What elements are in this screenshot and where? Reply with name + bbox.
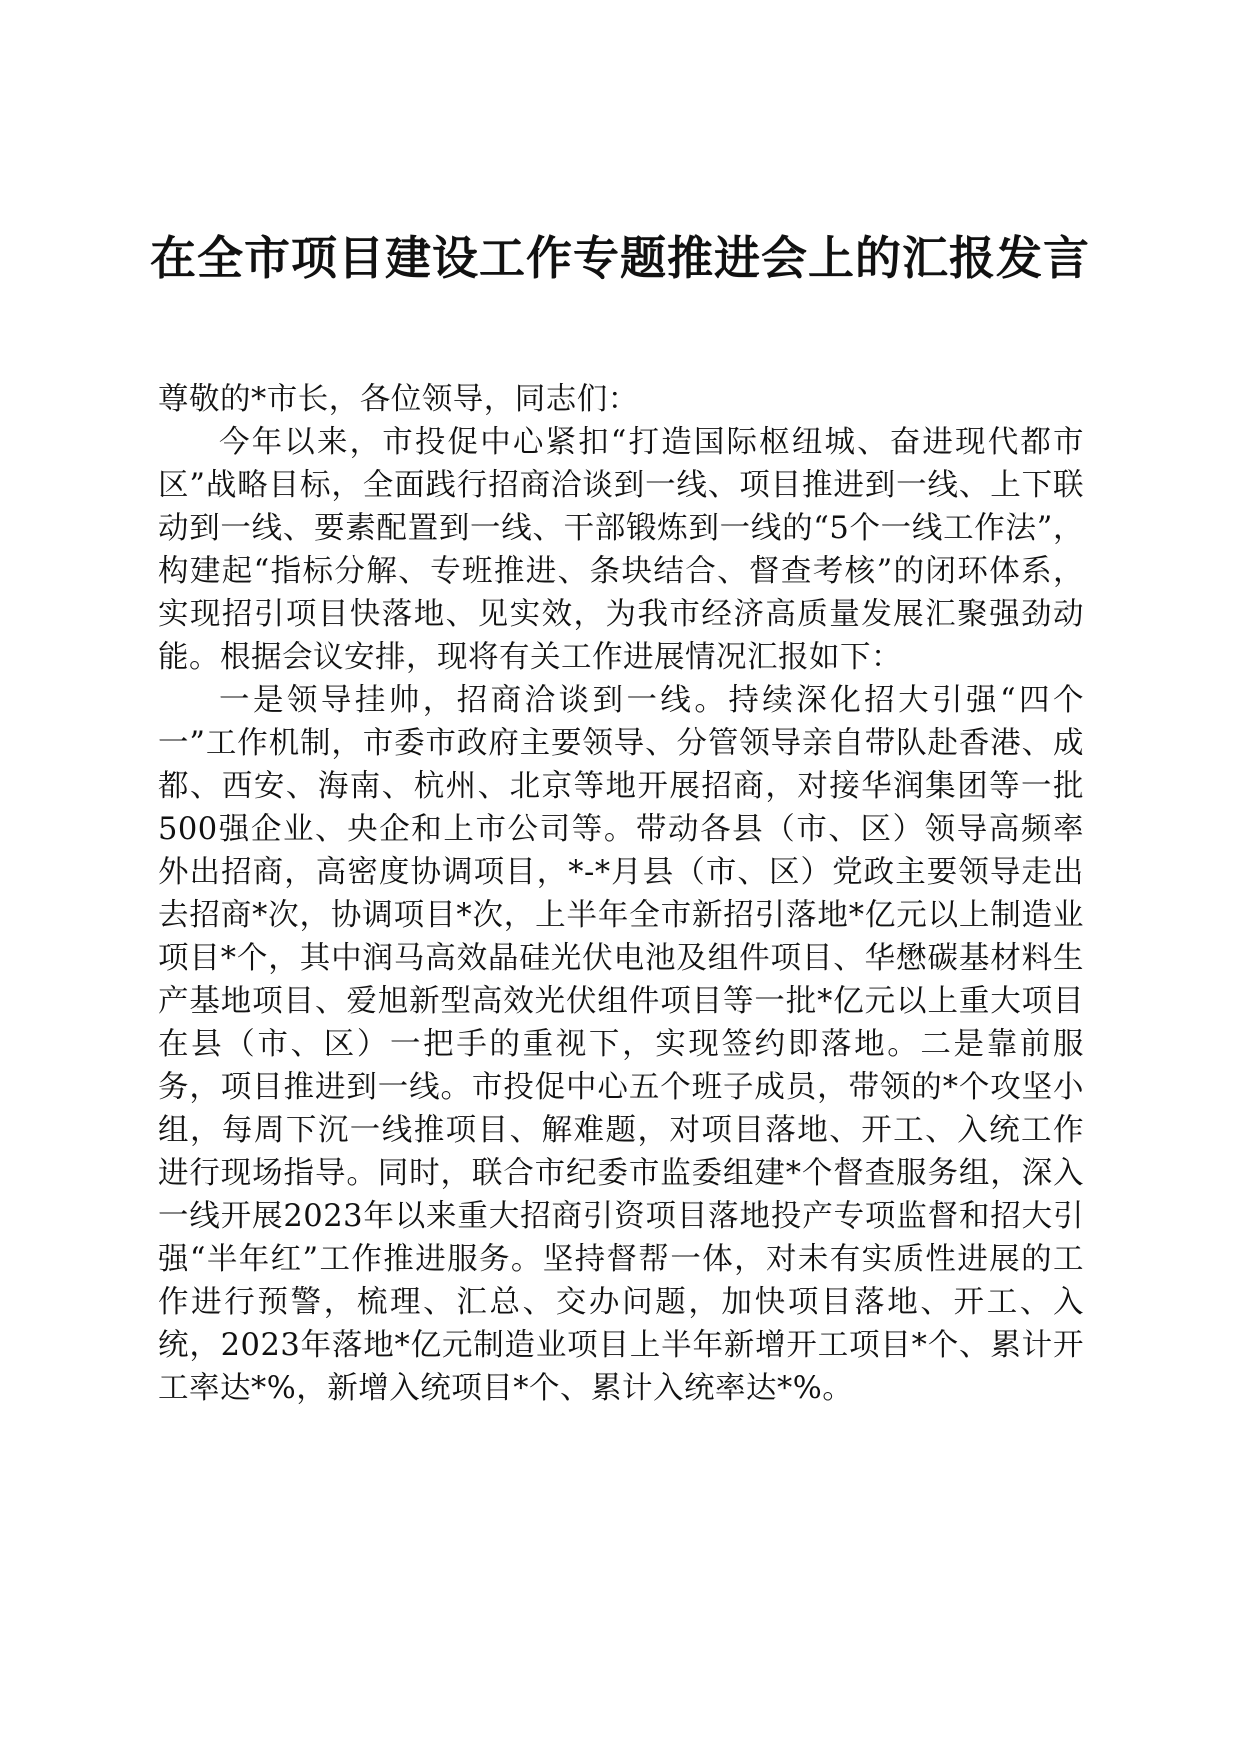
paragraph-intro: 今年以来，市投促中心紧扣“打造国际枢纽城、奋进现代都市区”战略目标，全面践行招商洽谈到一线、项目推进到一线、上下联动到一线、要素配置到一线、干部锻炼到一线的“5个一线工作法”，构建起“指标分解、专班推进、条块结合、督查考核”的闭环体系，实现招引项目快落地、见实效，为我市经济高质量发展汇聚强劲动能。根据会议安排，现将有关工作进展情况汇报如下：	[158, 425, 1084, 675]
document-title: 在全市项目建设工作专题推进会上的汇报发言	[150, 231, 1090, 285]
document-body	[158, 378, 1084, 1410]
paragraph-report: 一是领导挂帅，招商洽谈到一线。持续深化招大引强“四个一”工作机制，市委市政府主要领导、分管领导亲自带队赴香港、成都、西安、海南、杭州、北京等地开展招商，对接华润集团等一批500强企业、央企和上市公司等。带动各县（市、区）领导高频率外出招商，高密度协调项目，*-*月县（市、区）党政主要领导走出去招商*次，协调项目*次，上半年全市新招引落地*亿元以上制造业项目*个，其中润马高效晶硅光伏电池及组件项目、华懋碳基材料生产基地项目、爱旭新型高效光伏组件项目等一批*亿元以上重大项目在县（市、区）一把手的重视下，实现签约即落地。二是靠前服务，项目推进到一线。市投促中心五个班子成员，带领的*个攻坚小组，每周下沉一线推项目、解难题，对项目落地、开工、入统工作进行现场指导。同时，联合市纪委市监委组建*个督查服务组，深入一线开展2023年以来重大招商引资项目落地投产专项监督和招大引强“半年红”工作推进服务。坚持督帮一体，对未有实质性进展的工作进行预警，梳理、汇总、交办问题，加快项目落地、开工、入统，2023年落地*亿元制造业项目上半年新增开工项目*个、累计开工率达*%，新增入统项目*个、累计入统率达*%。	[158, 683, 1084, 1406]
salutation: 尊敬的*市长，各位领导，同志们：	[158, 382, 639, 417]
